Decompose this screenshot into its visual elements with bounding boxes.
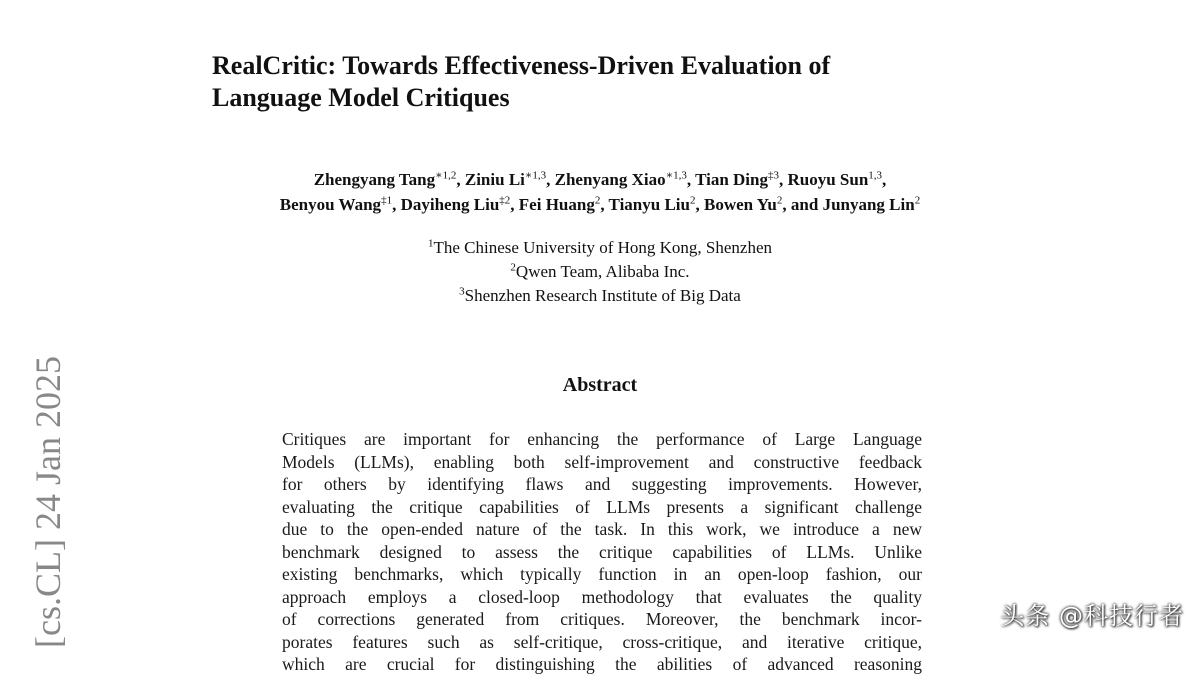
abstract-line: benchmark designed to assess the critique capabilities of LLMs. Unlike bbox=[282, 541, 922, 562]
author-list bbox=[150, 167, 1050, 217]
author-name: Zhenyang Xiao bbox=[554, 170, 666, 189]
author-name: Fei Huang bbox=[518, 195, 595, 214]
author-affil-sup: ∗1,3 bbox=[665, 169, 687, 182]
affiliation-text: The Chinese University of Hong Kong, Shenzhen bbox=[433, 238, 773, 257]
affiliation bbox=[300, 284, 900, 308]
author-name: Bowen Yu bbox=[703, 195, 777, 214]
author-name: Zhengyang Tang bbox=[313, 170, 436, 189]
arxiv-sidebar-stamp bbox=[24, 320, 72, 648]
affiliation-sup: 1 bbox=[427, 237, 434, 250]
author-name: Ziniu Li bbox=[464, 170, 525, 189]
author-name: Benyou Wang bbox=[279, 195, 382, 214]
arxiv-sidebar-text: [cs.CL] 24 Jan 2025 bbox=[28, 356, 68, 648]
author-separator: , and bbox=[782, 195, 823, 214]
author-affil-sup: ∗1,3 bbox=[524, 169, 547, 182]
author-separator: , bbox=[510, 195, 519, 214]
author-name: Dayiheng Liu bbox=[400, 195, 500, 214]
affiliation-text: Qwen Team, Alibaba Inc. bbox=[515, 262, 690, 281]
affiliation-text: Shenzhen Research Institute of Big Data bbox=[464, 286, 741, 305]
paper-title bbox=[212, 50, 1012, 114]
abstract-line: due to the open-ended nature of the task. In this work, we introduce a new bbox=[282, 519, 922, 539]
author-separator: , bbox=[686, 170, 696, 189]
author-separator: , bbox=[546, 170, 555, 189]
author-name: Ruoyu Sun bbox=[787, 170, 869, 189]
author-separator: , bbox=[600, 195, 609, 214]
abstract-line: for others by identifying flaws and suggesting improvements. However, bbox=[282, 474, 922, 494]
abstract-line: approach employs a closed-loop methodology that evaluates the quality bbox=[282, 586, 922, 607]
author-line-2 bbox=[150, 192, 1050, 217]
abstract-body bbox=[282, 428, 922, 674]
abstract-line-partial: which are crucial for distinguishing the abilities of advanced reasoning bbox=[282, 654, 922, 674]
author-name: Tian Ding bbox=[695, 170, 768, 189]
author-separator: , bbox=[695, 195, 704, 214]
author-separator: , bbox=[456, 170, 465, 189]
affiliation-list bbox=[300, 236, 900, 308]
author-affil-sup: ∗1,2 bbox=[435, 169, 457, 182]
affiliation-sup: 2 bbox=[510, 261, 516, 274]
abstract-line: of corrections generated from critiques. Moreover, the benchmark incor- bbox=[282, 609, 922, 629]
abstract-line: evaluating the critique capabilities of LLMs presents a significant challenge bbox=[282, 496, 922, 517]
author-affil-sup: ‡3 bbox=[767, 169, 779, 182]
author-affil-sup: 2 bbox=[914, 194, 921, 207]
title-line-1: RealCritic: Towards Effectiveness-Driven Evaluation of bbox=[212, 51, 831, 80]
abstract-heading: Abstract bbox=[562, 374, 638, 396]
author-line-1 bbox=[150, 167, 1050, 192]
author-affil-sup: 2 bbox=[776, 194, 783, 207]
abstract-line: existing benchmarks, which typically function in an open-loop fashion, our bbox=[282, 564, 922, 584]
abstract-line: Models (LLMs), enabling both self-improvement and constructive feedback bbox=[282, 451, 922, 472]
author-affil-sup: ‡2 bbox=[499, 194, 511, 207]
author-separator: , bbox=[392, 195, 401, 214]
affiliation bbox=[300, 260, 900, 284]
affiliation bbox=[300, 236, 900, 260]
author-affil-sup: ‡1 bbox=[381, 194, 393, 207]
author-name: Junyang Lin bbox=[822, 195, 915, 214]
affiliation-sup: 3 bbox=[459, 285, 465, 298]
watermark: 头条 @科技行者 bbox=[1000, 602, 1184, 630]
author-separator: , bbox=[778, 170, 788, 189]
author-affil-sup: 1,3 bbox=[868, 169, 883, 182]
abstract-line: porates features such as self-critique, cross-critique, and iterative critique, bbox=[282, 631, 922, 652]
abstract-line: Critiques are important for enhancing the performance of Large Language bbox=[282, 429, 922, 449]
author-affil-sup: 2 bbox=[689, 194, 696, 207]
author-separator: , bbox=[882, 170, 887, 189]
author-name: Tianyu Liu bbox=[608, 195, 690, 214]
author-affil-sup: 2 bbox=[594, 194, 601, 207]
title-line-2: Language Model Critiques bbox=[212, 83, 510, 112]
